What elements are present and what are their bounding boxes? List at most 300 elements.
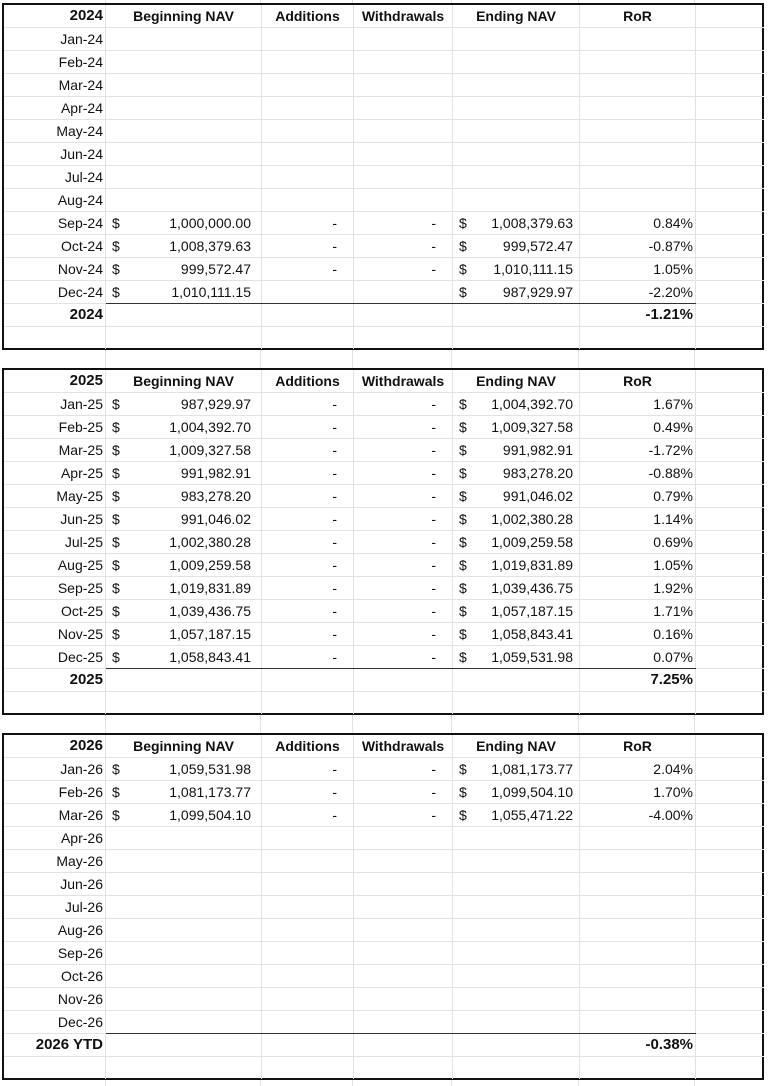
additions-cell[interactable] (262, 143, 354, 165)
empty-cell[interactable] (696, 189, 764, 211)
empty-cell[interactable] (696, 370, 764, 392)
withdrawals-cell[interactable] (354, 1011, 453, 1033)
col-beginning-nav-header[interactable]: Beginning NAV (106, 5, 262, 27)
withdrawals-cell[interactable]: - (354, 758, 453, 780)
empty-cell[interactable] (696, 965, 764, 987)
ending-nav-cell[interactable] (453, 850, 580, 872)
additions-cell[interactable] (262, 827, 354, 849)
beginning-nav-cell[interactable] (106, 804, 262, 826)
empty-cell[interactable] (4, 692, 106, 714)
ror-cell[interactable] (580, 143, 696, 165)
col-beginning-nav-header[interactable]: Beginning NAV (106, 735, 262, 757)
empty-cell[interactable] (106, 327, 262, 349)
empty-cell[interactable] (580, 327, 696, 349)
withdrawals-cell[interactable] (354, 827, 453, 849)
month-cell[interactable]: May-24 (4, 120, 106, 142)
empty-cell[interactable] (354, 327, 453, 349)
withdrawals-cell[interactable] (354, 919, 453, 941)
withdrawals-cell[interactable]: - (354, 781, 453, 803)
total-ror[interactable]: -1.21% (580, 304, 696, 326)
empty-cell[interactable] (696, 646, 764, 668)
withdrawals-cell[interactable] (354, 896, 453, 918)
ending-nav-cell[interactable] (453, 508, 580, 530)
ending-nav-cell[interactable] (453, 646, 580, 668)
ending-nav-cell[interactable] (453, 28, 580, 50)
empty-cell[interactable] (262, 1034, 354, 1056)
col-ending-nav-header[interactable]: Ending NAV (453, 735, 580, 757)
ror-cell[interactable] (580, 873, 696, 895)
beginning-nav-cell[interactable] (106, 74, 262, 96)
ending-nav-cell[interactable] (453, 120, 580, 142)
beginning-nav-cell[interactable] (106, 577, 262, 599)
ror-cell[interactable] (580, 120, 696, 142)
month-cell[interactable]: May-25 (4, 485, 106, 507)
additions-cell[interactable] (262, 896, 354, 918)
additions-cell[interactable]: - (262, 212, 354, 234)
empty-cell[interactable] (696, 781, 764, 803)
col-ror-header[interactable]: RoR (580, 735, 696, 757)
additions-cell[interactable]: - (262, 577, 354, 599)
additions-cell[interactable]: - (262, 531, 354, 553)
ending-nav-cell[interactable] (453, 74, 580, 96)
ending-nav-cell[interactable] (453, 416, 580, 438)
empty-cell[interactable] (106, 304, 262, 326)
beginning-nav-cell[interactable] (106, 850, 262, 872)
withdrawals-cell[interactable] (354, 873, 453, 895)
empty-cell[interactable] (354, 692, 453, 714)
beginning-nav-cell[interactable] (106, 485, 262, 507)
beginning-nav-cell[interactable] (106, 212, 262, 234)
total-label[interactable]: 2026 YTD (4, 1034, 106, 1056)
withdrawals-cell[interactable]: - (354, 212, 453, 234)
ending-nav-cell[interactable] (453, 51, 580, 73)
beginning-nav-cell[interactable] (106, 281, 262, 303)
ror-cell[interactable] (580, 965, 696, 987)
beginning-nav-cell[interactable] (106, 623, 262, 645)
ending-nav-cell[interactable] (453, 988, 580, 1010)
ending-nav-cell[interactable] (453, 919, 580, 941)
beginning-nav-cell[interactable] (106, 965, 262, 987)
additions-cell[interactable] (262, 850, 354, 872)
empty-cell[interactable] (696, 304, 764, 326)
empty-cell[interactable] (696, 143, 764, 165)
month-cell[interactable]: Dec-26 (4, 1011, 106, 1033)
month-cell[interactable]: Nov-24 (4, 258, 106, 280)
ror-cell[interactable] (580, 1011, 696, 1033)
ror-cell[interactable]: -0.88% (580, 462, 696, 484)
beginning-nav-cell[interactable] (106, 919, 262, 941)
ending-nav-cell[interactable] (453, 577, 580, 599)
month-cell[interactable]: Nov-25 (4, 623, 106, 645)
withdrawals-cell[interactable]: - (354, 485, 453, 507)
additions-cell[interactable]: - (262, 393, 354, 415)
month-cell[interactable]: Mar-24 (4, 74, 106, 96)
ending-nav-cell[interactable] (453, 873, 580, 895)
ending-nav-cell[interactable] (453, 965, 580, 987)
withdrawals-cell[interactable] (354, 28, 453, 50)
ending-nav-cell[interactable] (453, 281, 580, 303)
year-label[interactable]: 2024 (4, 5, 106, 27)
col-ending-nav-header[interactable]: Ending NAV (453, 5, 580, 27)
withdrawals-cell[interactable] (354, 965, 453, 987)
additions-cell[interactable]: - (262, 646, 354, 668)
ending-nav-cell[interactable] (453, 781, 580, 803)
month-cell[interactable]: Oct-25 (4, 600, 106, 622)
withdrawals-cell[interactable] (354, 97, 453, 119)
total-ror[interactable]: -0.38% (580, 1034, 696, 1056)
ending-nav-cell[interactable] (453, 189, 580, 211)
additions-cell[interactable] (262, 166, 354, 188)
empty-cell[interactable] (696, 804, 764, 826)
ending-nav-cell[interactable] (453, 1011, 580, 1033)
ror-cell[interactable]: 1.92% (580, 577, 696, 599)
empty-cell[interactable] (106, 669, 262, 691)
ror-cell[interactable] (580, 919, 696, 941)
empty-cell[interactable] (696, 623, 764, 645)
ror-cell[interactable] (580, 28, 696, 50)
empty-cell[interactable] (4, 1057, 106, 1079)
withdrawals-cell[interactable] (354, 51, 453, 73)
empty-cell[interactable] (696, 942, 764, 964)
empty-cell[interactable] (580, 1057, 696, 1079)
beginning-nav-cell[interactable] (106, 235, 262, 257)
beginning-nav-cell[interactable] (106, 258, 262, 280)
month-cell[interactable]: Apr-25 (4, 462, 106, 484)
ror-cell[interactable] (580, 850, 696, 872)
empty-cell[interactable] (262, 304, 354, 326)
ror-cell[interactable] (580, 189, 696, 211)
col-withdrawals-header[interactable]: Withdrawals (354, 370, 453, 392)
col-ending-nav-header[interactable]: Ending NAV (453, 370, 580, 392)
additions-cell[interactable]: - (262, 439, 354, 461)
col-beginning-nav-header[interactable]: Beginning NAV (106, 370, 262, 392)
withdrawals-cell[interactable] (354, 942, 453, 964)
additions-cell[interactable] (262, 74, 354, 96)
empty-cell[interactable] (696, 508, 764, 530)
empty-cell[interactable] (696, 166, 764, 188)
withdrawals-cell[interactable]: - (354, 508, 453, 530)
beginning-nav-cell[interactable] (106, 873, 262, 895)
beginning-nav-cell[interactable] (106, 120, 262, 142)
empty-cell[interactable] (696, 393, 764, 415)
beginning-nav-cell[interactable] (106, 439, 262, 461)
withdrawals-cell[interactable] (354, 74, 453, 96)
month-cell[interactable]: Aug-25 (4, 554, 106, 576)
month-cell[interactable]: Apr-24 (4, 97, 106, 119)
empty-cell[interactable] (106, 692, 262, 714)
withdrawals-cell[interactable] (354, 120, 453, 142)
ror-cell[interactable]: 1.71% (580, 600, 696, 622)
col-additions-header[interactable]: Additions (262, 370, 354, 392)
empty-cell[interactable] (696, 758, 764, 780)
month-cell[interactable]: Jun-25 (4, 508, 106, 530)
ending-nav-cell[interactable] (453, 623, 580, 645)
month-cell[interactable]: Nov-26 (4, 988, 106, 1010)
additions-cell[interactable]: - (262, 554, 354, 576)
empty-cell[interactable] (453, 1057, 580, 1079)
month-cell[interactable]: Mar-25 (4, 439, 106, 461)
empty-cell[interactable] (696, 97, 764, 119)
ror-cell[interactable]: 0.49% (580, 416, 696, 438)
additions-cell[interactable] (262, 873, 354, 895)
ror-cell[interactable]: 1.67% (580, 393, 696, 415)
beginning-nav-cell[interactable] (106, 189, 262, 211)
additions-cell[interactable] (262, 51, 354, 73)
empty-cell[interactable] (354, 304, 453, 326)
ror-cell[interactable]: 0.79% (580, 485, 696, 507)
empty-cell[interactable] (696, 1011, 764, 1033)
ror-cell[interactable]: 1.14% (580, 508, 696, 530)
additions-cell[interactable]: - (262, 416, 354, 438)
col-ror-header[interactable]: RoR (580, 370, 696, 392)
additions-cell[interactable]: - (262, 485, 354, 507)
month-cell[interactable]: Jun-24 (4, 143, 106, 165)
month-cell[interactable]: Jan-24 (4, 28, 106, 50)
additions-cell[interactable] (262, 120, 354, 142)
beginning-nav-cell[interactable] (106, 531, 262, 553)
ending-nav-cell[interactable] (453, 600, 580, 622)
empty-cell[interactable] (354, 669, 453, 691)
ending-nav-cell[interactable] (453, 235, 580, 257)
month-cell[interactable]: Jan-25 (4, 393, 106, 415)
ror-cell[interactable]: -2.20% (580, 281, 696, 303)
year-label[interactable]: 2026 (4, 735, 106, 757)
withdrawals-cell[interactable]: - (354, 393, 453, 415)
empty-cell[interactable] (696, 258, 764, 280)
month-cell[interactable]: Dec-24 (4, 281, 106, 303)
month-cell[interactable]: Mar-26 (4, 804, 106, 826)
empty-cell[interactable] (262, 327, 354, 349)
empty-cell[interactable] (262, 1057, 354, 1079)
month-cell[interactable]: Jul-25 (4, 531, 106, 553)
empty-cell[interactable] (696, 235, 764, 257)
empty-cell[interactable] (262, 692, 354, 714)
withdrawals-cell[interactable] (354, 988, 453, 1010)
empty-cell[interactable] (696, 896, 764, 918)
empty-cell[interactable] (453, 304, 580, 326)
additions-cell[interactable] (262, 1011, 354, 1033)
empty-cell[interactable] (696, 735, 764, 757)
month-cell[interactable]: Feb-24 (4, 51, 106, 73)
beginning-nav-cell[interactable] (106, 393, 262, 415)
beginning-nav-cell[interactable] (106, 1011, 262, 1033)
ending-nav-cell[interactable] (453, 393, 580, 415)
col-withdrawals-header[interactable]: Withdrawals (354, 735, 453, 757)
year-label[interactable]: 2025 (4, 370, 106, 392)
empty-cell[interactable] (696, 600, 764, 622)
empty-cell[interactable] (696, 120, 764, 142)
month-cell[interactable]: Jul-26 (4, 896, 106, 918)
empty-cell[interactable] (262, 669, 354, 691)
month-cell[interactable]: May-26 (4, 850, 106, 872)
beginning-nav-cell[interactable] (106, 781, 262, 803)
beginning-nav-cell[interactable] (106, 166, 262, 188)
empty-cell[interactable] (696, 531, 764, 553)
ending-nav-cell[interactable] (453, 166, 580, 188)
ror-cell[interactable] (580, 827, 696, 849)
month-cell[interactable]: Dec-25 (4, 646, 106, 668)
empty-cell[interactable] (696, 74, 764, 96)
withdrawals-cell[interactable] (354, 281, 453, 303)
ror-cell[interactable]: -0.87% (580, 235, 696, 257)
empty-cell[interactable] (696, 873, 764, 895)
additions-cell[interactable]: - (262, 804, 354, 826)
beginning-nav-cell[interactable] (106, 51, 262, 73)
month-cell[interactable]: Jul-24 (4, 166, 106, 188)
month-cell[interactable]: Feb-26 (4, 781, 106, 803)
additions-cell[interactable] (262, 988, 354, 1010)
empty-cell[interactable] (106, 1034, 262, 1056)
total-label[interactable]: 2024 (4, 304, 106, 326)
additions-cell[interactable]: - (262, 758, 354, 780)
additions-cell[interactable]: - (262, 623, 354, 645)
beginning-nav-cell[interactable] (106, 28, 262, 50)
ending-nav-cell[interactable] (453, 942, 580, 964)
ending-nav-cell[interactable] (453, 758, 580, 780)
beginning-nav-cell[interactable] (106, 508, 262, 530)
ror-cell[interactable]: 0.16% (580, 623, 696, 645)
month-cell[interactable]: Sep-26 (4, 942, 106, 964)
month-cell[interactable]: Sep-24 (4, 212, 106, 234)
empty-cell[interactable] (106, 1057, 262, 1079)
withdrawals-cell[interactable] (354, 189, 453, 211)
withdrawals-cell[interactable] (354, 166, 453, 188)
month-cell[interactable]: Oct-26 (4, 965, 106, 987)
empty-cell[interactable] (696, 827, 764, 849)
total-label[interactable]: 2025 (4, 669, 106, 691)
ror-cell[interactable]: -4.00% (580, 804, 696, 826)
empty-cell[interactable] (453, 692, 580, 714)
ending-nav-cell[interactable] (453, 804, 580, 826)
month-cell[interactable]: Aug-24 (4, 189, 106, 211)
ror-cell[interactable]: 0.07% (580, 646, 696, 668)
additions-cell[interactable] (262, 189, 354, 211)
beginning-nav-cell[interactable] (106, 600, 262, 622)
ending-nav-cell[interactable] (453, 896, 580, 918)
withdrawals-cell[interactable]: - (354, 577, 453, 599)
ror-cell[interactable]: 0.69% (580, 531, 696, 553)
beginning-nav-cell[interactable] (106, 758, 262, 780)
ror-cell[interactable]: -1.72% (580, 439, 696, 461)
ending-nav-cell[interactable] (453, 212, 580, 234)
empty-cell[interactable] (696, 281, 764, 303)
empty-cell[interactable] (696, 1057, 764, 1079)
ending-nav-cell[interactable] (453, 485, 580, 507)
empty-cell[interactable] (696, 327, 764, 349)
empty-cell[interactable] (696, 416, 764, 438)
beginning-nav-cell[interactable] (106, 462, 262, 484)
ror-cell[interactable]: 1.05% (580, 554, 696, 576)
ror-cell[interactable]: 1.05% (580, 258, 696, 280)
col-ror-header[interactable]: RoR (580, 5, 696, 27)
beginning-nav-cell[interactable] (106, 896, 262, 918)
empty-cell[interactable] (354, 1057, 453, 1079)
beginning-nav-cell[interactable] (106, 646, 262, 668)
ror-cell[interactable]: 0.84% (580, 212, 696, 234)
ror-cell[interactable] (580, 166, 696, 188)
additions-cell[interactable]: - (262, 258, 354, 280)
withdrawals-cell[interactable]: - (354, 623, 453, 645)
empty-cell[interactable] (696, 51, 764, 73)
withdrawals-cell[interactable]: - (354, 439, 453, 461)
empty-cell[interactable] (696, 439, 764, 461)
empty-cell[interactable] (696, 485, 764, 507)
additions-cell[interactable] (262, 919, 354, 941)
empty-cell[interactable] (696, 462, 764, 484)
beginning-nav-cell[interactable] (106, 97, 262, 119)
empty-cell[interactable] (453, 1034, 580, 1056)
additions-cell[interactable]: - (262, 781, 354, 803)
ending-nav-cell[interactable] (453, 97, 580, 119)
ror-cell[interactable] (580, 942, 696, 964)
additions-cell[interactable] (262, 97, 354, 119)
empty-cell[interactable] (453, 327, 580, 349)
empty-cell[interactable] (696, 919, 764, 941)
empty-cell[interactable] (354, 1034, 453, 1056)
withdrawals-cell[interactable] (354, 850, 453, 872)
empty-cell[interactable] (696, 577, 764, 599)
ror-cell[interactable]: 2.04% (580, 758, 696, 780)
total-ror[interactable]: 7.25% (580, 669, 696, 691)
ending-nav-cell[interactable] (453, 554, 580, 576)
withdrawals-cell[interactable]: - (354, 462, 453, 484)
withdrawals-cell[interactable]: - (354, 804, 453, 826)
empty-cell[interactable] (696, 5, 764, 27)
month-cell[interactable]: Oct-24 (4, 235, 106, 257)
empty-cell[interactable] (696, 669, 764, 691)
beginning-nav-cell[interactable] (106, 827, 262, 849)
additions-cell[interactable] (262, 281, 354, 303)
ending-nav-cell[interactable] (453, 462, 580, 484)
month-cell[interactable]: Aug-26 (4, 919, 106, 941)
ror-cell[interactable] (580, 896, 696, 918)
empty-cell[interactable] (696, 988, 764, 1010)
empty-cell[interactable] (696, 28, 764, 50)
beginning-nav-cell[interactable] (106, 942, 262, 964)
ror-cell[interactable]: 1.70% (580, 781, 696, 803)
month-cell[interactable]: Feb-25 (4, 416, 106, 438)
ending-nav-cell[interactable] (453, 531, 580, 553)
additions-cell[interactable]: - (262, 508, 354, 530)
empty-cell[interactable] (580, 692, 696, 714)
month-cell[interactable]: Jan-26 (4, 758, 106, 780)
empty-cell[interactable] (696, 850, 764, 872)
ror-cell[interactable] (580, 988, 696, 1010)
additions-cell[interactable] (262, 965, 354, 987)
additions-cell[interactable]: - (262, 235, 354, 257)
additions-cell[interactable] (262, 942, 354, 964)
withdrawals-cell[interactable]: - (354, 235, 453, 257)
beginning-nav-cell[interactable] (106, 416, 262, 438)
month-cell[interactable]: Sep-25 (4, 577, 106, 599)
additions-cell[interactable]: - (262, 462, 354, 484)
withdrawals-cell[interactable] (354, 143, 453, 165)
ending-nav-cell[interactable] (453, 439, 580, 461)
beginning-nav-cell[interactable] (106, 143, 262, 165)
col-withdrawals-header[interactable]: Withdrawals (354, 5, 453, 27)
ror-cell[interactable] (580, 51, 696, 73)
withdrawals-cell[interactable]: - (354, 416, 453, 438)
empty-cell[interactable] (696, 554, 764, 576)
empty-cell[interactable] (696, 212, 764, 234)
ror-cell[interactable] (580, 97, 696, 119)
empty-cell[interactable] (696, 692, 764, 714)
withdrawals-cell[interactable]: - (354, 258, 453, 280)
col-additions-header[interactable]: Additions (262, 5, 354, 27)
withdrawals-cell[interactable]: - (354, 531, 453, 553)
ending-nav-cell[interactable] (453, 827, 580, 849)
additions-cell[interactable] (262, 28, 354, 50)
